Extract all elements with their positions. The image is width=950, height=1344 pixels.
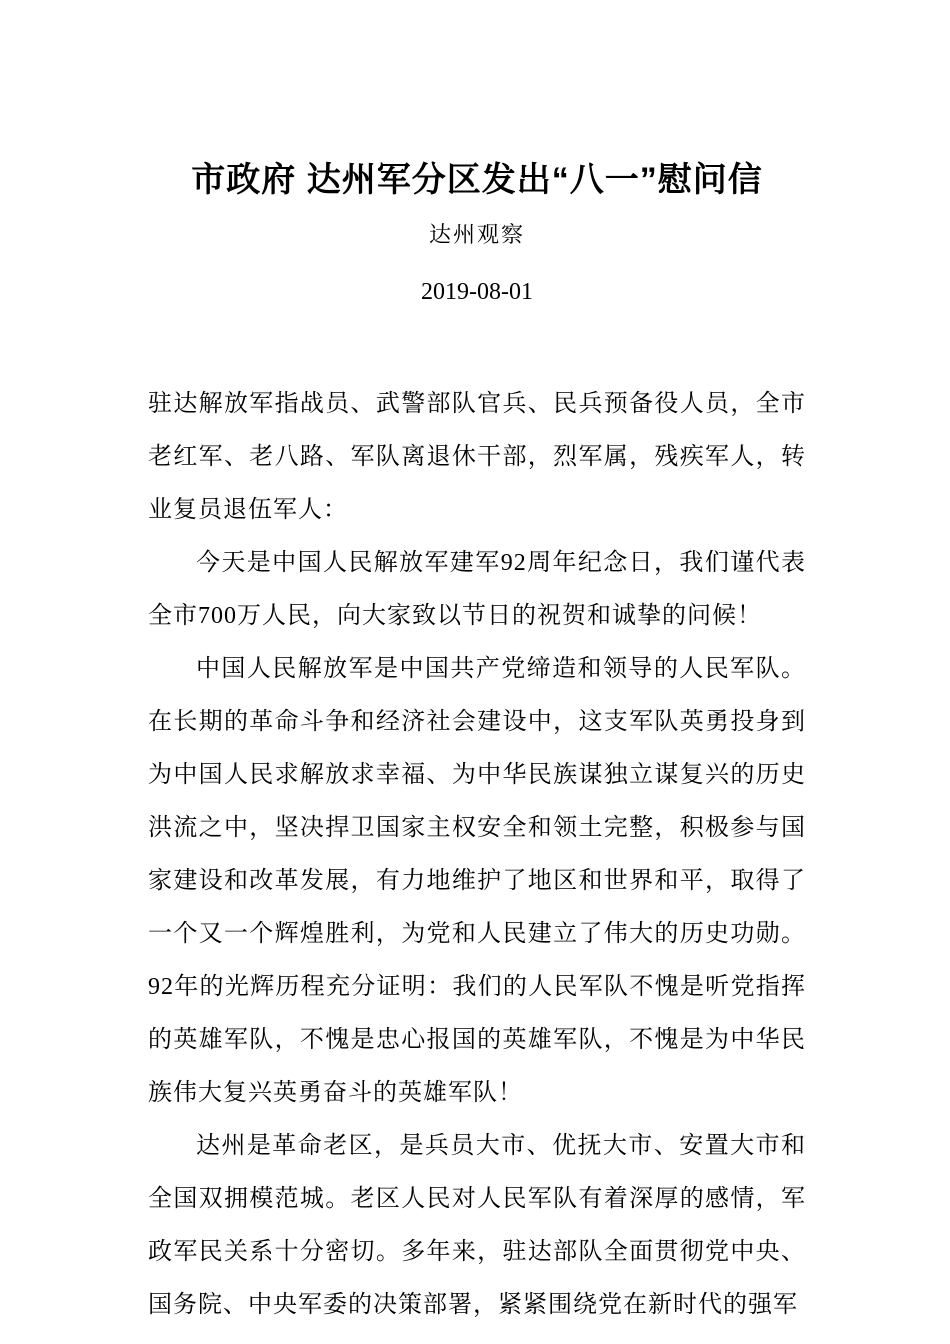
document-title: 市政府 达州军分区发出“八一”慰问信: [191, 161, 763, 199]
paragraph-history: 中国人民解放军是中国共产党缔造和领导的人民军队。在长期的革命斗争和经济社会建设中，这支军队英勇投身到为中国人民求解放求幸福、为中华民族谋独立谋复兴的历史洪流之中，坚决捍卫国家主权安全和领土完整，积极参与国家建设和改革发展，有力地维护了地区和世界和平，取得了一个又一个辉煌胜利，为党和人民建立了伟大的历史功勋。92年的光辉历程充分证明：我们的人民军队不愧是听党指挥的英雄军队，不愧是忠心报国的英雄军队，不愧是为中华民族伟大复兴英勇奋斗的英雄军队！: [148, 656, 806, 1107]
paragraph-greeting: 今天是中国人民解放军建军92周年纪念日，我们谨代表全市700万人民，向大家致以节日的祝贺和诚挚的问候！: [148, 550, 806, 630]
paragraph-salutation: 驻达解放军指战员、武警部队官兵、民兵预备役人员，全市老红军、老八路、军队离退休干部，烈军属，残疾军人，转业复员退伍军人：: [148, 391, 806, 524]
document-body: [148, 378, 806, 1332]
paragraph-dazhou: 达州是革命老区，是兵员大市、优抚大市、安置大市和全国双拥模范城。老区人民对人民军队有着深厚的感情，军政军民关系十分密切。多年来，驻达部队全面贯彻党中央、国务院、中央军委的决策部署，紧紧围绕党在新时代的强军: [148, 1133, 806, 1319]
document-byline: 达州观察: [428, 222, 525, 248]
document-date: 2019-08-01: [421, 279, 533, 306]
